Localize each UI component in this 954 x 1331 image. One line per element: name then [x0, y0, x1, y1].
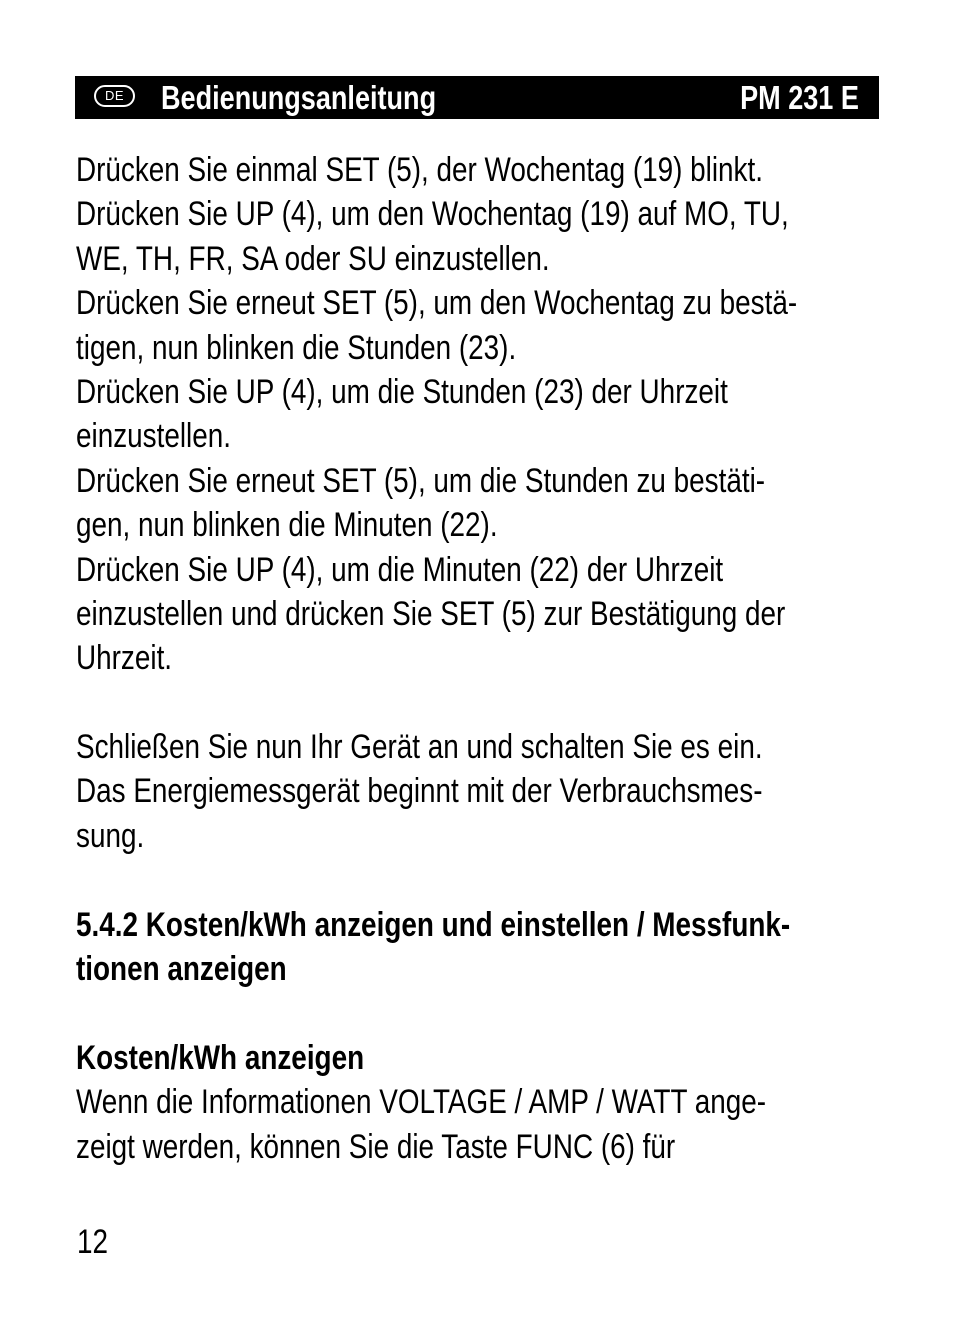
text-line: Schließen Sie nun Ihr Gerät an und schalten Sie es ein.: [76, 728, 763, 767]
text-line: Drücken Sie UP (4), um den Wochentag (19) auf MO, TU,: [76, 195, 789, 234]
text-line: gen, nun blinken die Minuten (22).: [76, 506, 498, 545]
text-line: einzustellen.: [76, 417, 231, 456]
text-line: Uhrzeit.: [76, 639, 173, 678]
header-title: Bedienungsanleitung: [161, 79, 437, 116]
heading-line: tionen anzeigen: [76, 950, 287, 989]
heading-line: 5.4.2 Kosten/kWh anzeigen und einstellen / Messfunk-: [76, 905, 791, 944]
text-line: Das Energiemessgerät beginnt mit der Verbrauchsmes-: [76, 772, 763, 811]
text-line: einzustellen und drücken Sie SET (5) zur Bestätigung der: [76, 594, 786, 633]
text-line: Drücken Sie UP (4), um die Minuten (22) der Uhrzeit: [76, 550, 724, 589]
text-line: Drücken Sie erneut SET (5), um die Stunden zu bestäti-: [76, 461, 766, 500]
text-line: Drücken Sie einmal SET (5), der Wochentag (19) blinkt.: [76, 151, 763, 189]
paragraph-gap: [76, 681, 876, 725]
paragraph-connect-device: [76, 725, 876, 858]
language-badge: DE: [94, 85, 135, 107]
text-line: Wenn die Informationen VOLTAGE / AMP / WATT ange-: [76, 1083, 767, 1122]
text-line: Drücken Sie erneut SET (5), um den Wochentag zu bestä-: [76, 284, 798, 323]
paragraph-gap: [76, 991, 876, 1035]
text-line: sung.: [76, 816, 145, 855]
text-line: tigen, nun blinken die Stunden (23).: [76, 328, 517, 367]
paragraph-setup-steps: [76, 148, 876, 681]
text-line: Drücken Sie UP (4), um die Stunden (23) der Uhrzeit: [76, 372, 728, 411]
header-model: PM 231 E: [740, 79, 859, 116]
page-number: 12: [77, 1223, 109, 1261]
header-bar: [75, 76, 879, 119]
section-heading: [76, 903, 876, 992]
subheading: Kosten/kWh anzeigen: [76, 1038, 365, 1077]
document-body: [76, 148, 876, 1169]
paragraph-gap: [76, 858, 876, 902]
text-line: zeigt werden, können Sie die Taste FUNC (6) für: [76, 1127, 676, 1166]
paragraph-cost-info: [76, 1080, 876, 1169]
text-line: WE, TH, FR, SA oder SU einzustellen.: [76, 239, 550, 278]
